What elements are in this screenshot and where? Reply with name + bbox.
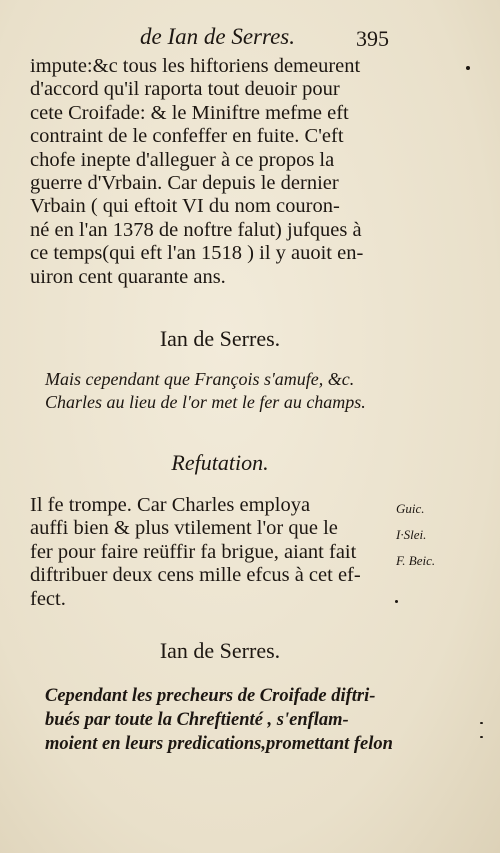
body-paragraph-2 xyxy=(30,494,410,611)
marginal-note: I·Slei. xyxy=(396,527,427,542)
ink-spot xyxy=(480,722,483,724)
ink-spot xyxy=(395,600,398,603)
text-line: uiron cent quarante ans. xyxy=(30,265,226,288)
quote-line: moient en leurs predications,promettant felon xyxy=(45,734,393,754)
section-heading-ian-de-serres-2: Ian de Serres. xyxy=(159,638,281,663)
page-header xyxy=(0,24,500,54)
text-line: guerre d'Vrbain. Car depuis le dernier xyxy=(30,172,339,195)
text-line: fer pour faire reüffir fa brigue, aiant fait xyxy=(30,540,357,563)
marginal-note: Guic. xyxy=(396,501,425,516)
quote-line: Mais cependant que François s'amufe, &c. xyxy=(45,369,355,389)
quote-line: Cependant les precheurs de Croifade diftri- xyxy=(45,686,376,706)
quote-block-2 xyxy=(45,684,435,756)
section-heading-ian-de-serres: Ian de Serres. xyxy=(159,326,281,351)
quote-block-1 xyxy=(45,368,435,414)
text-line: impute:&c tous les hiftoriens demeurent xyxy=(30,55,361,77)
marginal-note: F. Beic. xyxy=(396,553,436,568)
ink-spot xyxy=(466,66,470,70)
text-line: cete Croifade: & le Miniftre mefme eft xyxy=(30,101,349,124)
text-line: ce temps(qui eft l'an 1518 ) il y auoit en- xyxy=(30,242,364,265)
text-line: auffi bien & plus vtilement l'or que le xyxy=(30,517,338,540)
text-line: né en l'an 1378 de noftre falut) jufques à xyxy=(30,218,362,241)
ink-spot xyxy=(480,736,483,738)
section-heading-refutation: Refutation. xyxy=(171,450,269,475)
text-line: diftribuer deux cens mille efcus à cet ef- xyxy=(30,564,361,587)
body-paragraph-1 xyxy=(30,55,410,289)
quote-line: bués par toute la Chreftienté , s'enflam- xyxy=(45,710,349,730)
text-line: Il fe trompe. Car Charles employa xyxy=(30,494,311,516)
text-line: d'accord qu'il raporta tout deuoir pour xyxy=(30,78,340,101)
running-head: de Ian de Serres. xyxy=(140,24,295,49)
text-line: contraint de le confeffer en fuite. C'eft xyxy=(30,125,344,148)
marginal-notes xyxy=(396,496,435,574)
text-line: Vrbain ( qui eftoit VI du nom couron- xyxy=(30,195,340,218)
text-line: fect. xyxy=(30,587,66,610)
page-number: 395 xyxy=(356,26,389,51)
quote-line: Charles au lieu de l'or met le fer au champs. xyxy=(45,392,366,412)
text-line: chofe inepte d'alleguer à ce propos la xyxy=(30,148,335,171)
